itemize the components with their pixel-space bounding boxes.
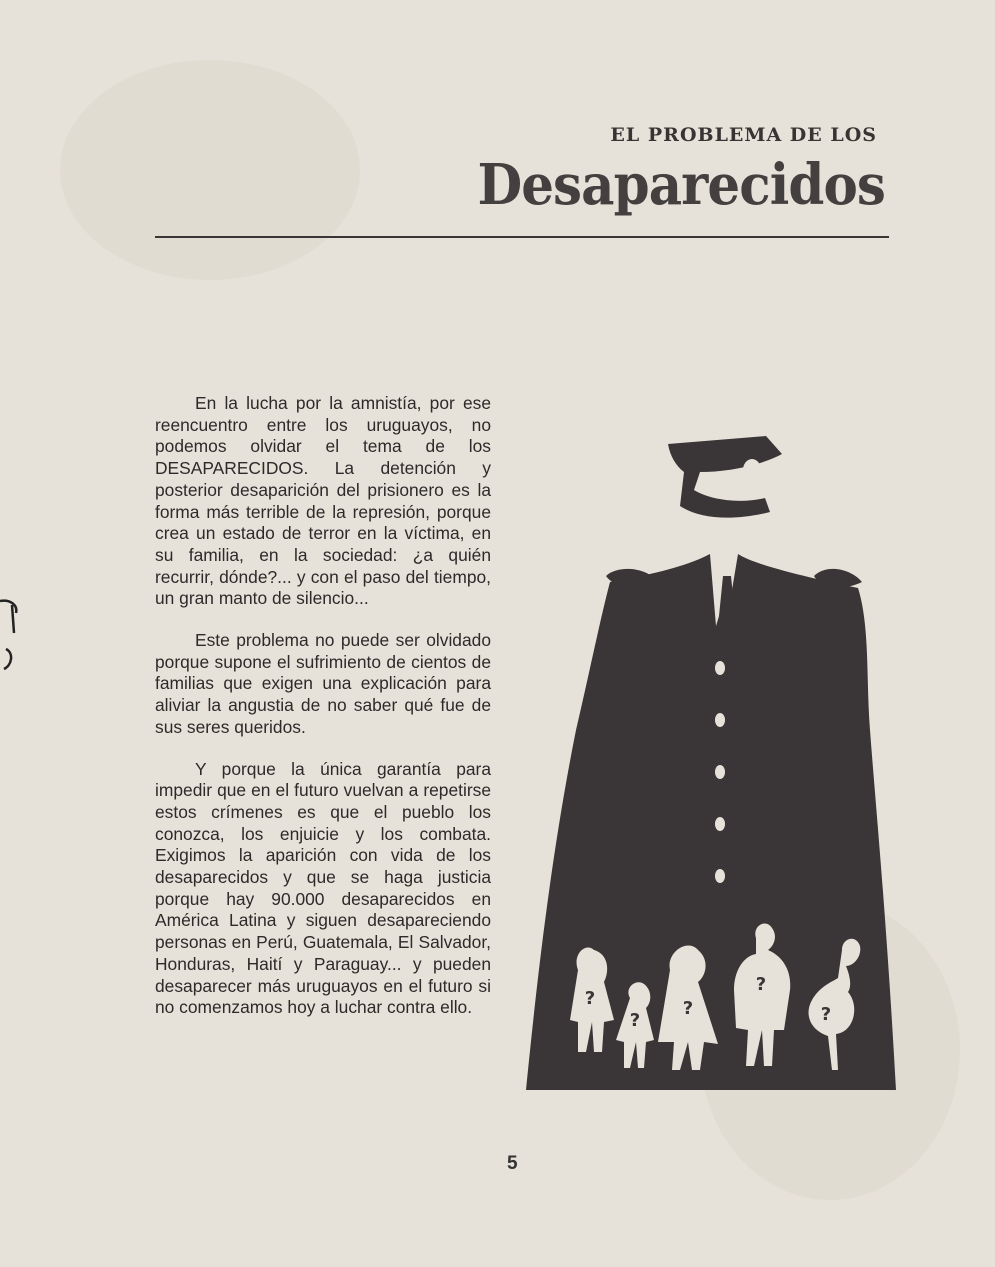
cap-badge — [743, 459, 761, 481]
question-mark: ? — [629, 1010, 641, 1031]
title-rule — [155, 236, 889, 238]
article-title: Desaparecidos — [477, 152, 885, 218]
paragraph: Este problema no puede ser olvidado porque supone el sufrimiento de cientos de familias que exigen una explicación para aliviar la angustia de no saber qué fue de sus seres queridos. — [155, 630, 491, 737]
question-mark: ? — [755, 974, 767, 995]
paragraph: En la lucha por la amnistía, por ese reencuentro entre los uruguayos, no podemos olvidar el tema de los DESAPARECIDOS. La detención y posterior desaparición del prisionero es la forma más terrible de la represión, porque crea un estado de terror en la víctima, en su familia, en la sociedad: ¿a quién recurrir, dónde?... y con el paso del tiempo, un gran manto de silencio... — [155, 393, 491, 609]
officer-cap — [668, 436, 782, 518]
question-mark: ? — [682, 998, 694, 1019]
question-mark: ? — [584, 988, 596, 1009]
article-kicker: EL PROBLEMA DE LOS — [610, 124, 877, 146]
paragraph: Y porque la única garantía para impedir que en el futuro vuelvan a repetirse estos crímenes es que el pueblo los conozca, los enjuicie y los combata. Exigimos la aparición con vida de los desaparecidos y que se haga justicia porque hay 90.000 desaparecidos en América Latina y siguen desapareciendo personas en Perú, Guatemala, El Salvador, Honduras, Haití y Paraguay... y pueden desaparecer más uruguayos en el futuro si no comenzamos hoy a luchar contra ello. — [155, 758, 491, 1018]
question-mark: ? — [820, 1004, 832, 1025]
article-body — [155, 393, 491, 1019]
headless-officer-illustration — [520, 430, 900, 1090]
page-number: 5 — [507, 1153, 518, 1174]
binding-mark — [0, 595, 22, 675]
paper-stain — [60, 60, 360, 280]
